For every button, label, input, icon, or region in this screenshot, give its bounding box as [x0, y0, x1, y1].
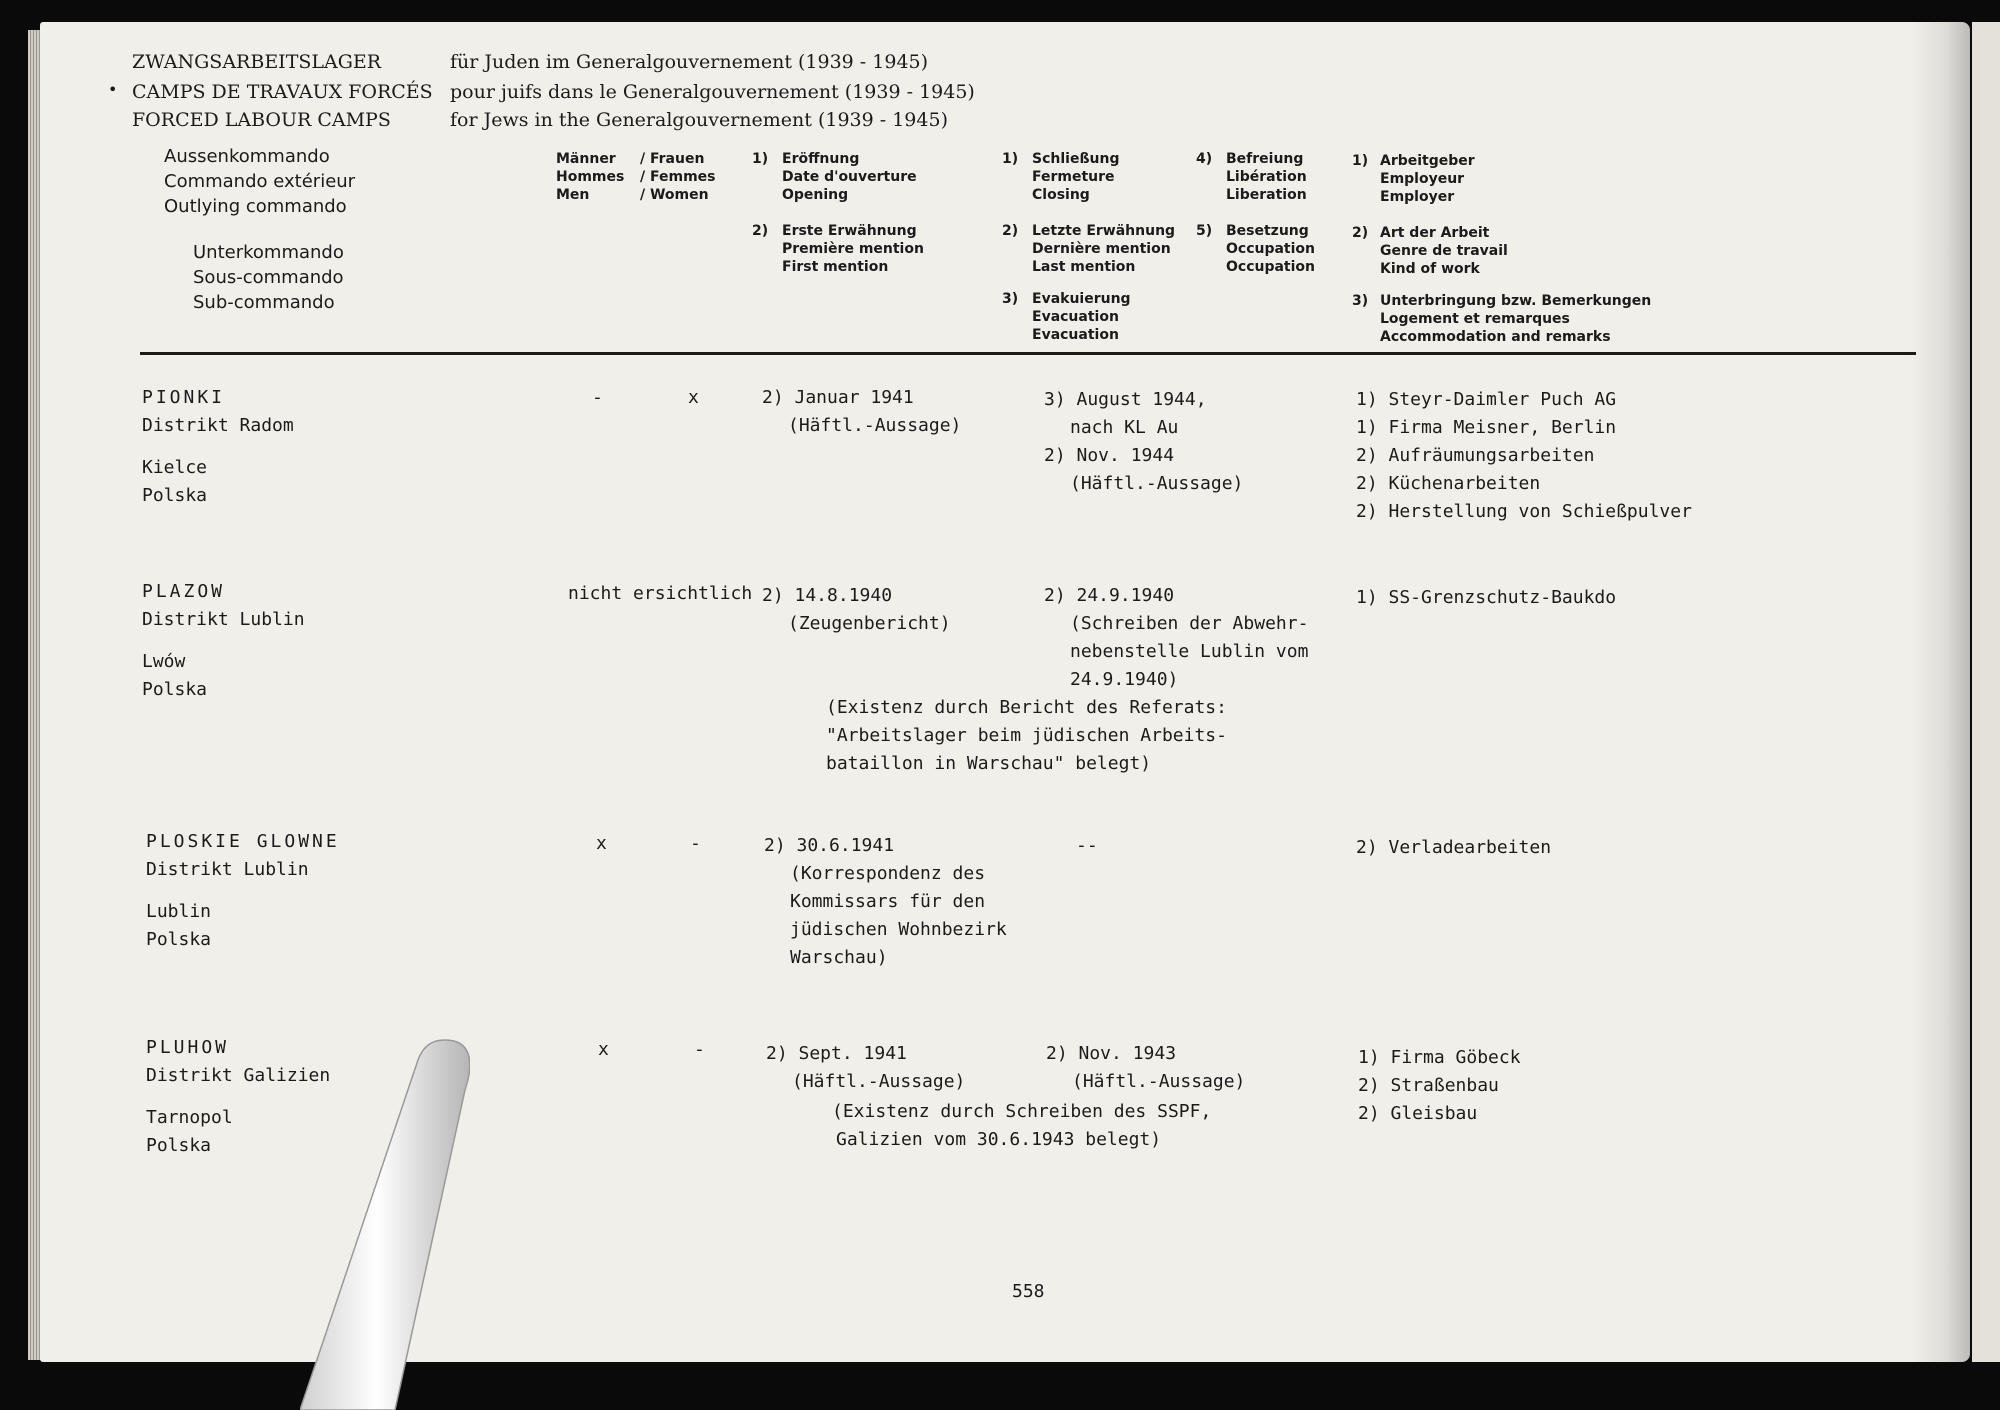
- work-info: 2) Verladearbeiten: [1356, 837, 1552, 858]
- outlying-header: Aussenkommando Commando extérieur Outlying commando: [164, 146, 356, 217]
- facing-page-edge: [1972, 22, 2000, 1362]
- opening-header: 1) Eröffnung Date d'ouverture Opening: [752, 151, 917, 203]
- work-info: 1) Firma Göbeck 2) Straßenbau 2) Gleisbau: [1358, 1047, 1521, 1124]
- opening-info: 2) Januar 1941 (Häftl.-Aussage): [762, 387, 962, 436]
- women-mark: x: [688, 387, 699, 408]
- opening-info: 2) 30.6.1941 (Korrespondenz des Kommissars für den jüdischen Wohnbezirk Warschau): [764, 835, 1007, 968]
- women-header: / Frauen / Femmes / Women: [640, 151, 716, 203]
- title-fr: CAMPS DE TRAVAUX FORCÉS: [132, 81, 433, 103]
- closing-info: --: [1076, 835, 1098, 856]
- work-info: 1) SS-Grenzschutz-Baukdo: [1356, 587, 1617, 608]
- country: Polska: [146, 929, 212, 950]
- district: Distrikt Lublin: [146, 859, 309, 880]
- entry-location: [146, 828, 340, 954]
- opening-info: 2) Sept. 1941 (Häftl.-Aussage): [766, 1043, 966, 1092]
- gutter-shadow: [1910, 22, 1970, 1362]
- entry-location: [142, 578, 305, 704]
- city: Kielce: [142, 457, 208, 478]
- occupation-header: 5) Besetzung Occupation Occupation: [1196, 223, 1316, 275]
- work-info: 1) Steyr-Daimler Puch AG 1) Firma Meisner, Berlin 2) Aufräumungsarbeiten 2) Küchenarbeiten 2) Herstellung von Schießpulver: [1356, 389, 1692, 522]
- men-mark: x: [596, 833, 607, 854]
- men-mark: -: [592, 387, 603, 408]
- opening-info: 2) 14.8.1940 (Zeugenbericht): [762, 585, 951, 634]
- country: Polska: [142, 679, 208, 700]
- pointer-stylus: [300, 1030, 470, 1410]
- subtitle-de: für Juden im Generalgouvernement (1939 - 1945): [450, 51, 929, 73]
- accommodation-header: 3) Unterbringung bzw. Bemerkungen Logement et remarques Accommodation and remarks: [1352, 293, 1652, 345]
- first-mention-header: 2) Erste Erwähnung Première mention First mention: [752, 223, 924, 275]
- men-mark: x: [598, 1039, 609, 1060]
- men-header: Männer Hommes Men: [556, 151, 625, 203]
- city: Lwów: [142, 651, 186, 672]
- entry-location: [142, 384, 294, 510]
- employer-header: 1) Arbeitgeber Employeur Employer: [1352, 153, 1475, 205]
- gender-note: nicht ersichtlich: [568, 583, 753, 604]
- district: Distrikt Radom: [142, 415, 294, 436]
- page-number: 558: [1012, 1281, 1045, 1302]
- title-en: FORCED LABOUR CAMPS: [132, 109, 391, 131]
- last-mention-header: 2) Letzte Erwähnung Dernière mention Last mention: [1002, 223, 1176, 275]
- title-de: ZWANGSARBEITSLAGER: [132, 51, 382, 73]
- sub-header: Unterkommando Sous-commando Sub-commando: [193, 242, 344, 313]
- city: Tarnopol: [146, 1107, 233, 1128]
- women-mark: -: [694, 1039, 705, 1060]
- closing-header: 1) Schließung Fermeture Closing: [1002, 151, 1120, 203]
- camp-name: PLUHOW: [146, 1037, 230, 1058]
- subtitle-fr: pour juifs dans le Generalgouvernement (1939 - 1945): [450, 81, 975, 103]
- camp-name: PIONKI: [142, 387, 226, 408]
- liberation-header: 4) Befreiung Libération Liberation: [1196, 151, 1307, 203]
- district: Distrikt Galizien: [146, 1065, 331, 1086]
- district: Distrikt Lublin: [142, 609, 305, 630]
- evacuation-header: 3) Evakuierung Evacuation Evacuation: [1002, 291, 1131, 343]
- closing-info: 2) Nov. 1943 (Häftl.-Aussage): [1046, 1043, 1246, 1092]
- subtitle-en: for Jews in the Generalgouvernement (1939 - 1945): [450, 109, 948, 131]
- existence-remark: (Existenz durch Schreiben des SSPF, Galizien vom 30.6.1943 belegt): [832, 1101, 1212, 1150]
- existence-remark: (Existenz durch Bericht des Referats: "Arbeitslager beim jüdischen Arbeits- bataillon in Warschau" belegt): [826, 697, 1227, 774]
- closing-info: 2) 24.9.1940 (Schreiben der Abwehr- nebenstelle Lublin vom 24.9.1940): [1044, 585, 1309, 690]
- women-mark: -: [690, 833, 701, 854]
- country: Polska: [146, 1135, 212, 1156]
- bullet-mark: •: [108, 80, 118, 99]
- country: Polska: [142, 485, 208, 506]
- work-header: 2) Art der Arbeit Genre de travail Kind of work: [1352, 225, 1508, 277]
- closing-info: 3) August 1944, nach KL Au 2) Nov. 1944 (Häftl.-Aussage): [1044, 389, 1244, 494]
- header-rule: [140, 352, 1916, 355]
- city: Lublin: [146, 901, 212, 922]
- camp-name: PLOSKIE GLOWNE: [146, 831, 340, 852]
- camp-name: PLAZOW: [142, 581, 226, 602]
